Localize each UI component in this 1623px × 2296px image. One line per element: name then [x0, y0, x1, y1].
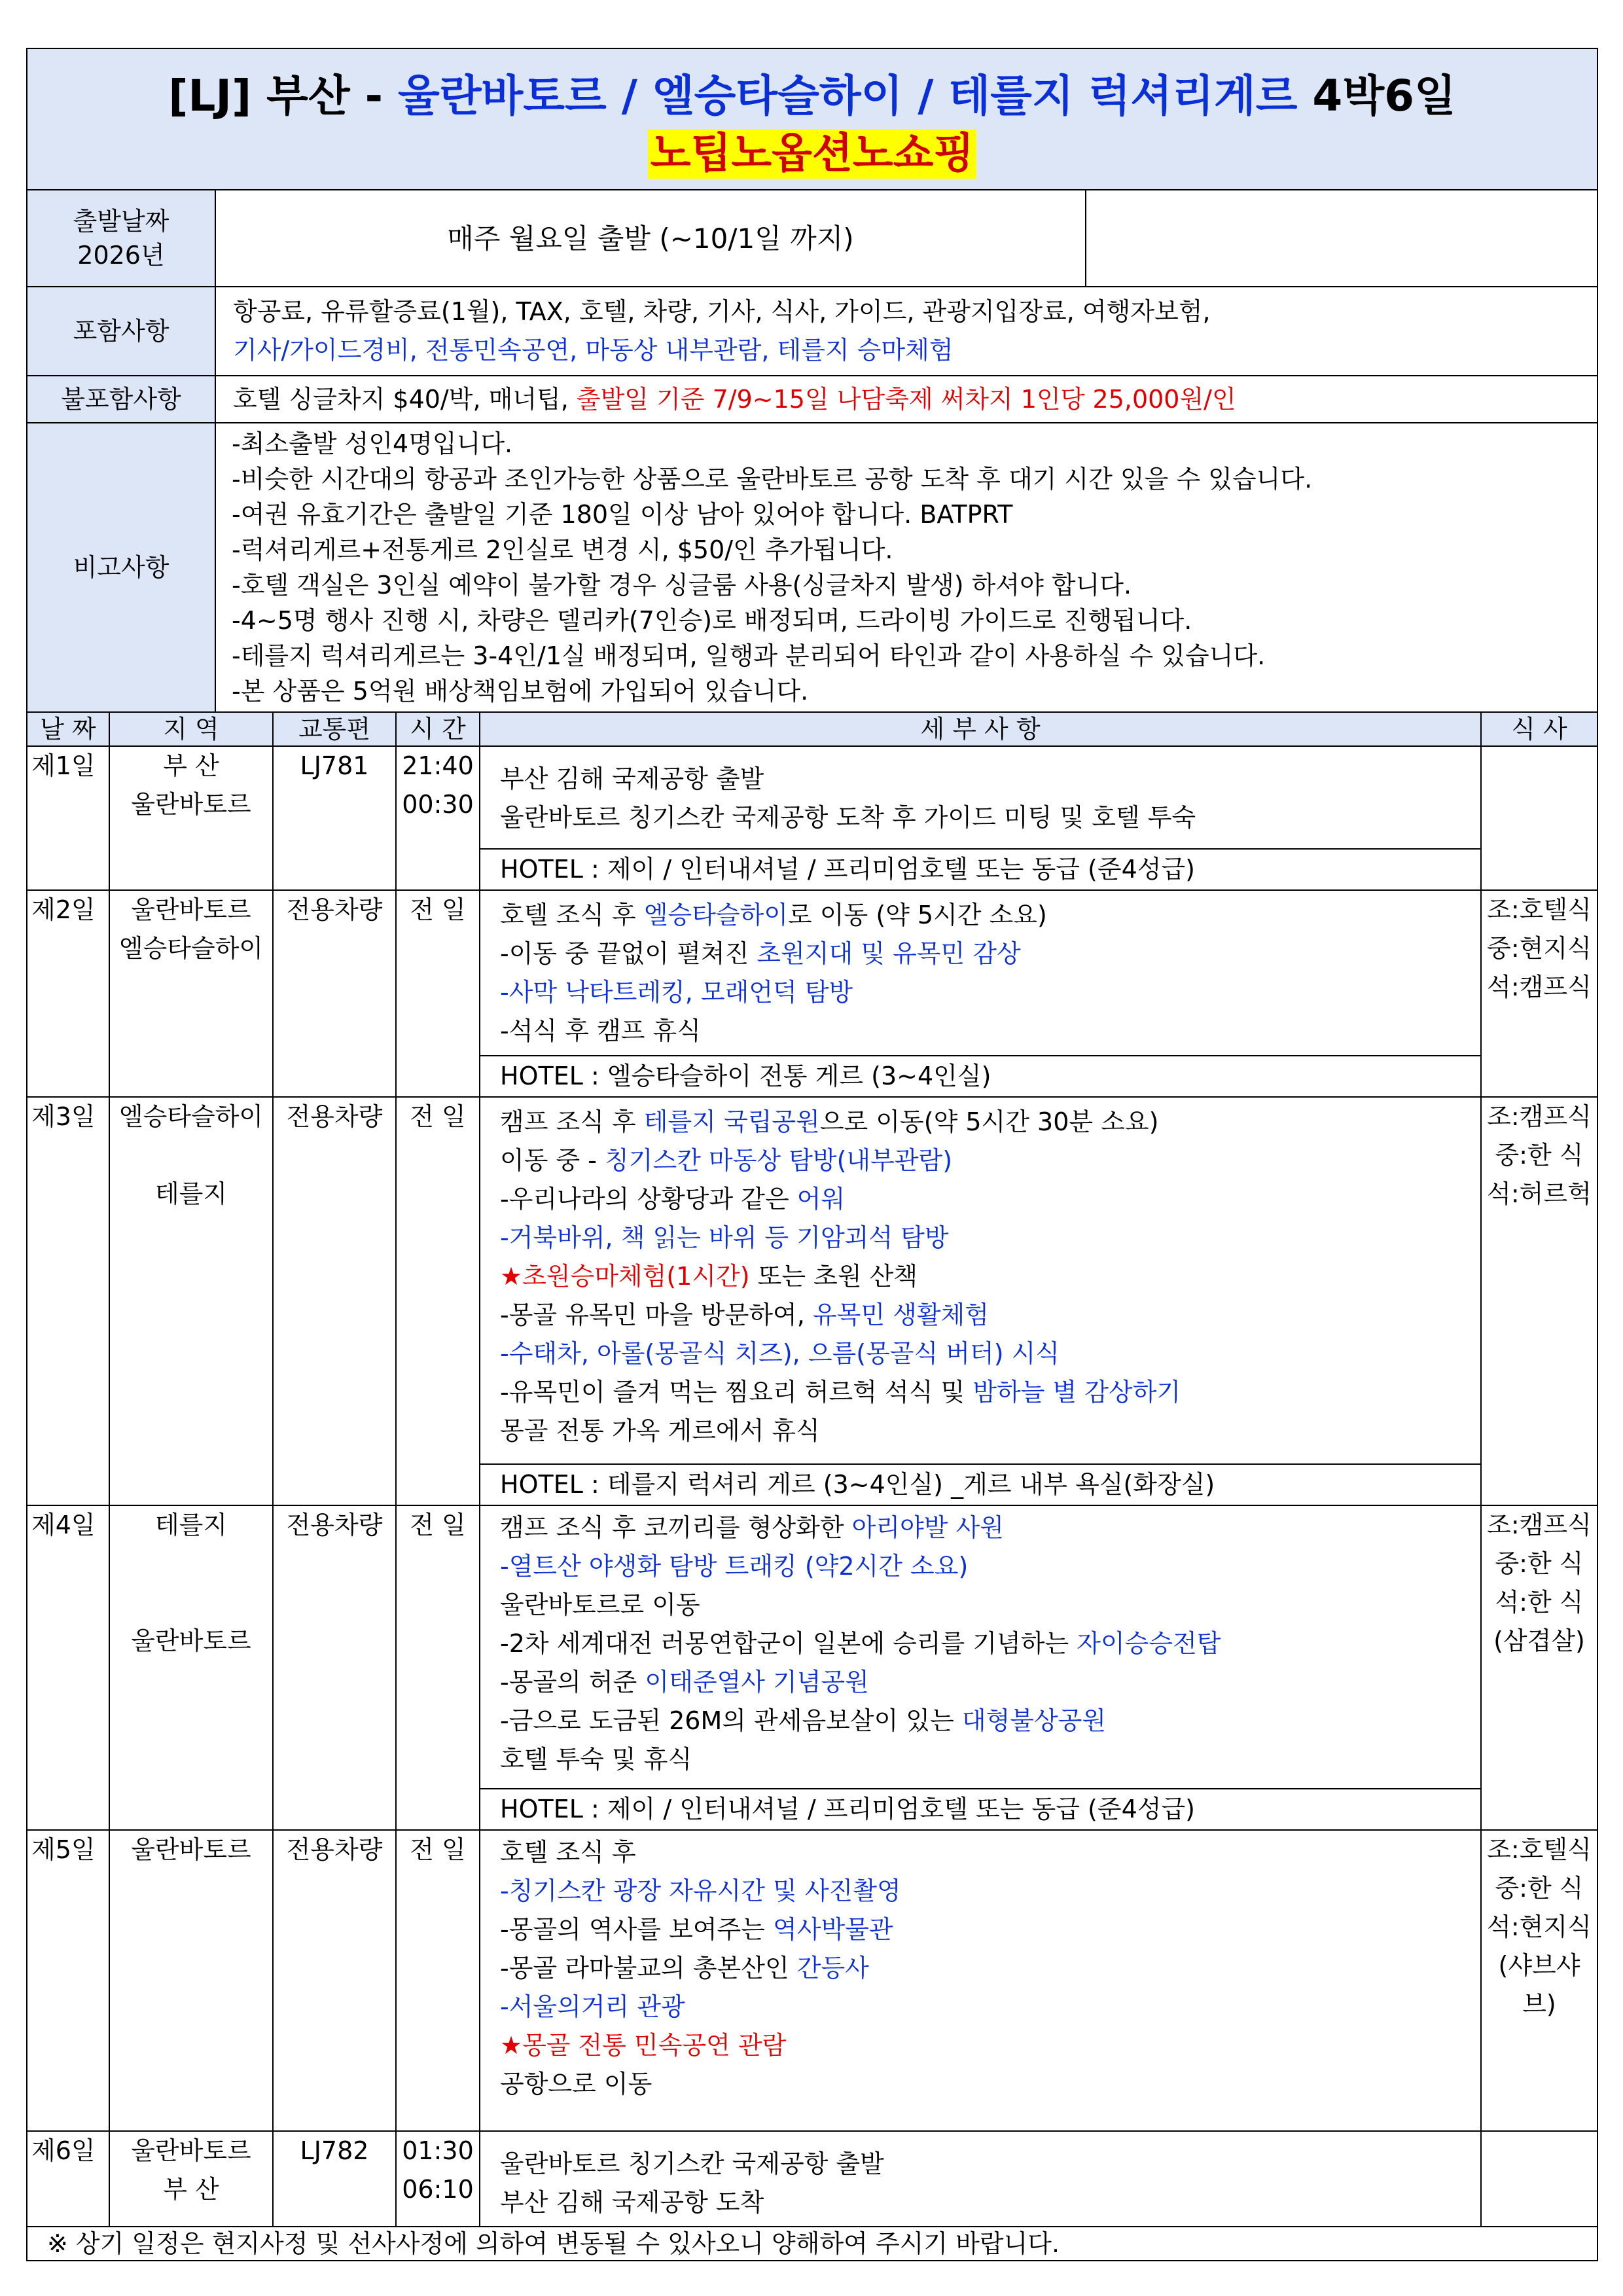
- day-region: [109, 890, 273, 1097]
- header-day: 날 짜: [27, 712, 109, 746]
- header-region: 지 역: [109, 712, 273, 746]
- hotel-info: HOTEL : 테를지 럭셔리 게르 (3~4인실) _게르 내부 욕실(화장실): [480, 1463, 1480, 1503]
- region-name: 엘승타슬하이: [118, 934, 264, 963]
- detail-text: 몽골 전통 가옥 게르에서 휴식: [500, 1416, 820, 1445]
- remarks-value: [215, 423, 1597, 712]
- detail-line: [500, 1547, 1472, 1586]
- day-meals: [1481, 1097, 1597, 1505]
- remarks-line: -비슷한 시간대의 항공과 조인가능한 상품으로 울란바토르 공항 도착 후 대기 시간 있을 수 있습니다.: [232, 465, 1313, 493]
- included-label: 포함사항: [27, 287, 215, 376]
- detail-text: -이동 중 끝없이 펼쳐진: [500, 939, 757, 968]
- region-name: [110, 1545, 272, 1583]
- detail-text: 부산 김해 국제공항 도착: [500, 2188, 764, 2217]
- detail-text: 으로 이동(약 5시간 30분 소요): [819, 1107, 1159, 1136]
- detail-text: 테를지 국립공원: [643, 1107, 820, 1136]
- day-transport: 전용차량: [273, 1097, 396, 1505]
- excluded-value: [215, 376, 1597, 423]
- time-value: 06:10: [402, 2175, 474, 2204]
- excluded-label: 불포함사항: [27, 376, 215, 423]
- detail-text: -석식 후 캠프 휴식: [500, 1016, 701, 1045]
- departure-value: 매주 월요일 출발 (~10/1일 까지): [215, 190, 1086, 287]
- detail-text: -2차 세계대전 러몽연합군이 일본에 승리를 기념하는: [500, 1629, 1077, 1658]
- itinerary-sheet: [26, 48, 1597, 2261]
- detail-text: 칭기스칸 마동상 탐방(내부관람): [605, 1146, 953, 1175]
- day-meals: [1481, 890, 1597, 1097]
- detail-text: 이동 중 -: [500, 1146, 605, 1175]
- day-transport: 전용차량: [273, 1505, 396, 1830]
- meal-item: (삼겹살): [1493, 1626, 1585, 1655]
- title-prefix: [LJ] 부산 -: [168, 71, 398, 121]
- day-number: 제2일: [27, 890, 109, 1097]
- detail-line: [500, 1663, 1472, 1702]
- detail-text: 캠프 조식 후: [500, 1107, 644, 1136]
- day-transport: 전용차량: [273, 890, 396, 1097]
- time-value: 전 일: [410, 1835, 466, 1864]
- detail-text: -수태차, 아롤(몽골식 치즈), 으름(몽골식 버터) 시식: [500, 1339, 1060, 1368]
- excluded-normal: 호텔 싱글차지 $40/박, 매너팁,: [233, 384, 577, 414]
- hotel-info: HOTEL : 엘승타슬하이 전통 게르 (3~4인실): [480, 1055, 1480, 1095]
- detail-text: -금으로 도금된 26M의 관세음보살이 있는: [500, 1706, 962, 1735]
- day-number: 제5일: [27, 1830, 109, 2131]
- time-value: 21:40: [402, 751, 474, 780]
- header-detail: 세 부 사 항: [480, 712, 1481, 746]
- header-transport: 교통편: [273, 712, 396, 746]
- region-name: 울란바토르: [131, 2136, 251, 2165]
- day-time: [396, 2131, 480, 2227]
- detail-line: [500, 935, 1472, 973]
- detail-line: [500, 1949, 1472, 1988]
- detail-line: [500, 1833, 1472, 1872]
- meal-item: 조:캠프식: [1487, 1511, 1592, 1539]
- day-transport: LJ781: [273, 746, 396, 890]
- detail-text: 엘승타슬하이: [643, 901, 789, 929]
- time-value: 01:30: [402, 2136, 474, 2165]
- detail-lines: [480, 747, 1480, 848]
- title-cell: [27, 48, 1597, 190]
- included-line2: 기사/가이드경비, 전통민속공연, 마동상 내부관람, 테를지 승마체험: [233, 336, 954, 365]
- detail-text: ★몽골 전통 민속공연 관람: [500, 2031, 787, 2060]
- schedule-day-row: [27, 1097, 1597, 1505]
- remarks-line: -호텔 객실은 3인실 예약이 불가할 경우 싱글룸 사용(싱글차지 발생) 하셔야 합니다.: [232, 571, 1132, 600]
- detail-text: 유목민 생활체험: [812, 1300, 989, 1329]
- detail-text: 캠프 조식 후 코끼리를 형상화한: [500, 1513, 852, 1542]
- day-meals: [1481, 746, 1597, 890]
- day-number: 제6일: [27, 2131, 109, 2227]
- hotel-info: HOTEL : 제이 / 인터내셔널 / 프리미엄호텔 또는 동급 (준4성급): [480, 848, 1480, 888]
- detail-text: 울란바토르로 이동: [500, 1590, 700, 1619]
- detail-text: 공항으로 이동: [500, 2070, 652, 2098]
- day-time: [396, 1830, 480, 2131]
- detail-text: -몽골 유목민 마을 방문하여,: [500, 1300, 813, 1329]
- day-number: 제1일: [27, 746, 109, 890]
- title-duration: 4박6일: [1297, 71, 1456, 121]
- detail-text: 호텔 조식 후: [500, 1838, 636, 1867]
- meal-item: 조:호텔식: [1487, 895, 1592, 924]
- detail-text: 로 이동 (약 5시간 소요): [788, 901, 1047, 929]
- detail-text: 자이승승전탑: [1077, 1629, 1221, 1658]
- detail-lines: [480, 2132, 1480, 2226]
- meal-item: 조:호텔식: [1487, 1835, 1592, 1864]
- day-region: [109, 1830, 273, 2131]
- day-time: [396, 890, 480, 1097]
- title-route: 울란바토르 / 엘승타슬하이 / 테를지 럭셔리게르: [397, 71, 1298, 121]
- day-meals: [1481, 2131, 1597, 2227]
- no-tip-badge: 노팁노옵션노쇼핑: [648, 129, 977, 179]
- page-title: [27, 65, 1597, 128]
- detail-line: [500, 1180, 1472, 1219]
- day-region: [109, 2131, 273, 2227]
- detail-text: -몽골의 허준: [500, 1668, 645, 1696]
- schedule-day-row: [27, 1830, 1597, 2131]
- detail-text: 대형불상공원: [961, 1706, 1107, 1735]
- detail-line: [500, 1335, 1472, 1373]
- info-table: [26, 48, 1598, 713]
- day-transport: LJ782: [273, 2131, 396, 2227]
- day-transport: 전용차량: [273, 1830, 396, 2131]
- meal-item: 중:한 식: [1495, 1141, 1584, 1170]
- detail-line: [500, 1296, 1472, 1335]
- detail-line: [500, 896, 1472, 935]
- day-time: [396, 1097, 480, 1505]
- departure-label-year: 2026년: [77, 241, 165, 270]
- region-name: 테를지: [154, 1511, 228, 1539]
- day-detail: [480, 746, 1481, 890]
- schedule-day-row: [27, 746, 1597, 890]
- meal-item: 석:현지식: [1487, 1912, 1592, 1941]
- region-name: 울란바토르: [131, 1626, 251, 1655]
- region-name: [110, 1136, 272, 1175]
- detail-text: -몽골 라마불교의 총본산인: [500, 1954, 797, 1982]
- detail-line: [500, 1702, 1472, 1740]
- remarks-line: -테를지 럭셔리게르는 3-4인/1실 배정되며, 일행과 분리되어 타인과 같이 사용하실 수 있습니다.: [232, 641, 1266, 670]
- time-value: 전 일: [410, 1511, 466, 1539]
- time-value: 00:30: [402, 790, 474, 819]
- detail-text: -서울의거리 관광: [500, 1992, 685, 2021]
- detail-line: [500, 1740, 1472, 1779]
- departure-label-line1: 출발날짜: [73, 207, 169, 236]
- detail-text: 울란바토르 칭기스칸 국제공항 도착 후 가이드 미팅 및 호텔 투숙: [500, 803, 1196, 832]
- detail-line: [500, 1103, 1472, 1141]
- day-number: 제4일: [27, 1505, 109, 1830]
- detail-text: 간등사: [796, 1954, 869, 1982]
- day-detail: [480, 890, 1481, 1097]
- day-region: [109, 1505, 273, 1830]
- detail-text: -칭기스칸 광장 자유시간 및 사진촬영: [500, 1876, 901, 1905]
- region-name: 테를지: [154, 1179, 228, 1208]
- detail-line: [500, 2145, 1472, 2183]
- detail-text: ★초원승마체험(1시간): [500, 1262, 750, 1291]
- detail-line: [500, 2183, 1472, 2222]
- schedule-day-row: [27, 2131, 1597, 2227]
- detail-text: -몽골의 역사를 보여주는: [500, 1915, 774, 1944]
- detail-line: [500, 1509, 1472, 1547]
- day-region: [109, 1097, 273, 1505]
- remarks-label: 비고사항: [27, 423, 215, 712]
- detail-text: -사막 낙타트레킹, 모래언덕 탐방: [500, 978, 853, 1007]
- detail-text: 밤하늘 별 감상하기: [972, 1378, 1181, 1407]
- day-time: [396, 1505, 480, 1830]
- schedule-table: [26, 711, 1598, 2261]
- detail-text: 이태준열사 기념공원: [645, 1668, 869, 1696]
- detail-line: [500, 1624, 1472, 1663]
- detail-text: -거북바위, 책 읽는 바위 등 기암괴석 탐방: [500, 1223, 949, 1252]
- detail-lines: [480, 1098, 1480, 1463]
- departure-empty: [1086, 190, 1597, 287]
- detail-text: 호텔 조식 후: [500, 901, 644, 929]
- remarks-line: -최소출발 성인4명입니다.: [232, 429, 513, 458]
- detail-lines: [480, 891, 1480, 1055]
- included-line1: 항공료, 유류할증료(1월), TAX, 호텔, 차량, 기사, 식사, 가이드, 관광지입장료, 여행자보험,: [233, 297, 1211, 326]
- detail-line: [500, 1012, 1472, 1050]
- detail-text: 어워: [796, 1185, 846, 1213]
- departure-label: [27, 190, 215, 287]
- remarks-line: -여권 유효기간은 출발일 기준 180일 이상 남아 있어야 합니다. BATPRT: [232, 500, 1013, 529]
- excluded-highlight: 출발일 기준 7/9~15일 나담축제 써차지 1인당 25,000원/인: [576, 384, 1236, 414]
- meal-item: 석:한 식: [1495, 1588, 1584, 1617]
- day-detail: [480, 1097, 1481, 1505]
- day-meals: [1481, 1830, 1597, 2131]
- day-detail: [480, 1505, 1481, 1830]
- region-name: 울란바토르: [131, 1835, 251, 1864]
- schedule-header-row: [27, 712, 1597, 746]
- footer-row: [27, 2227, 1597, 2261]
- day-time: [396, 746, 480, 890]
- detail-line: [500, 1872, 1472, 1910]
- meal-item: 석:허르헉: [1487, 1179, 1592, 1208]
- detail-line: [500, 1373, 1472, 1412]
- included-value: [215, 287, 1597, 376]
- detail-line: [500, 1586, 1472, 1624]
- detail-text: 초원지대 및 유목민 감상: [757, 939, 1021, 968]
- detail-text: 또는 초원 산책: [749, 1262, 918, 1291]
- remarks-line: -4~5명 행사 진행 시, 차량은 델리카(7인승)로 배정되며, 드라이빙 가이드로 진행됩니다.: [232, 606, 1192, 635]
- detail-text: -열트산 야생화 탐방 트래킹 (약2시간 소요): [500, 1552, 969, 1581]
- detail-line: [500, 2065, 1472, 2104]
- time-value: 전 일: [410, 1102, 466, 1131]
- detail-line: [500, 1988, 1472, 2026]
- remarks-line: -본 상품은 5억원 배상책임보험에 가입되어 있습니다.: [232, 677, 809, 706]
- detail-text: 울란바토르 칭기스칸 국제공항 출발: [500, 2149, 884, 2178]
- detail-line: [500, 1257, 1472, 1296]
- day-region: [109, 746, 273, 890]
- detail-text: -유목민이 즐겨 먹는 찜요리 허르헉 석식 및: [500, 1378, 973, 1407]
- header-meal: 식 사: [1481, 712, 1597, 746]
- meal-item: 중:한 식: [1495, 1874, 1584, 1903]
- detail-line: [500, 2026, 1472, 2065]
- region-name: [110, 1583, 272, 1622]
- detail-line: [500, 1412, 1472, 1450]
- day-meals: [1481, 1505, 1597, 1830]
- detail-line: [500, 1141, 1472, 1180]
- detail-text: 호텔 투숙 및 휴식: [500, 1745, 692, 1774]
- detail-line: [500, 760, 1472, 798]
- hotel-info: HOTEL : 제이 / 인터내셔널 / 프리미엄호텔 또는 동급 (준4성급): [480, 1788, 1480, 1828]
- detail-text: -우리나라의 상황당과 같은: [500, 1185, 797, 1213]
- detail-line: [500, 973, 1472, 1012]
- header-time: 시 간: [396, 712, 480, 746]
- day-number: 제3일: [27, 1097, 109, 1505]
- meal-item: 석:캠프식: [1487, 973, 1592, 1001]
- meal-item: 중:현지식: [1487, 934, 1592, 963]
- detail-lines: [480, 1831, 1480, 2108]
- detail-line: [500, 798, 1472, 837]
- region-name: 엘승타슬하이: [118, 1102, 264, 1131]
- region-name: 울란바토르: [131, 895, 251, 924]
- detail-line: [500, 1910, 1472, 1949]
- region-name: 부 산: [163, 751, 219, 780]
- meal-item: (샤브샤브): [1498, 1951, 1580, 2018]
- detail-text: 아리야발 사원: [851, 1513, 1004, 1542]
- detail-line: [500, 1219, 1472, 1257]
- detail-text: 부산 김해 국제공항 출발: [500, 764, 764, 793]
- region-name: 울란바토르: [131, 790, 251, 819]
- day-detail: [480, 2131, 1481, 2227]
- schedule-day-row: [27, 890, 1597, 1097]
- region-name: 부 산: [163, 2175, 219, 2204]
- schedule-day-row: [27, 1505, 1597, 1830]
- day-detail: [480, 1830, 1481, 2131]
- remarks-line: -럭셔리게르+전통게르 2인실로 변경 시, $50/인 추가됩니다.: [232, 535, 893, 564]
- meal-item: 중:한 식: [1495, 1549, 1584, 1578]
- detail-lines: [480, 1506, 1480, 1788]
- time-value: 전 일: [410, 895, 466, 924]
- footer-note: ※ 상기 일정은 현지사정 및 선사사정에 의하여 변동될 수 있사오니 양해하여 주시기 바랍니다.: [27, 2227, 1597, 2261]
- meal-item: 조:캠프식: [1487, 1102, 1592, 1131]
- detail-text: 역사박물관: [773, 1915, 893, 1944]
